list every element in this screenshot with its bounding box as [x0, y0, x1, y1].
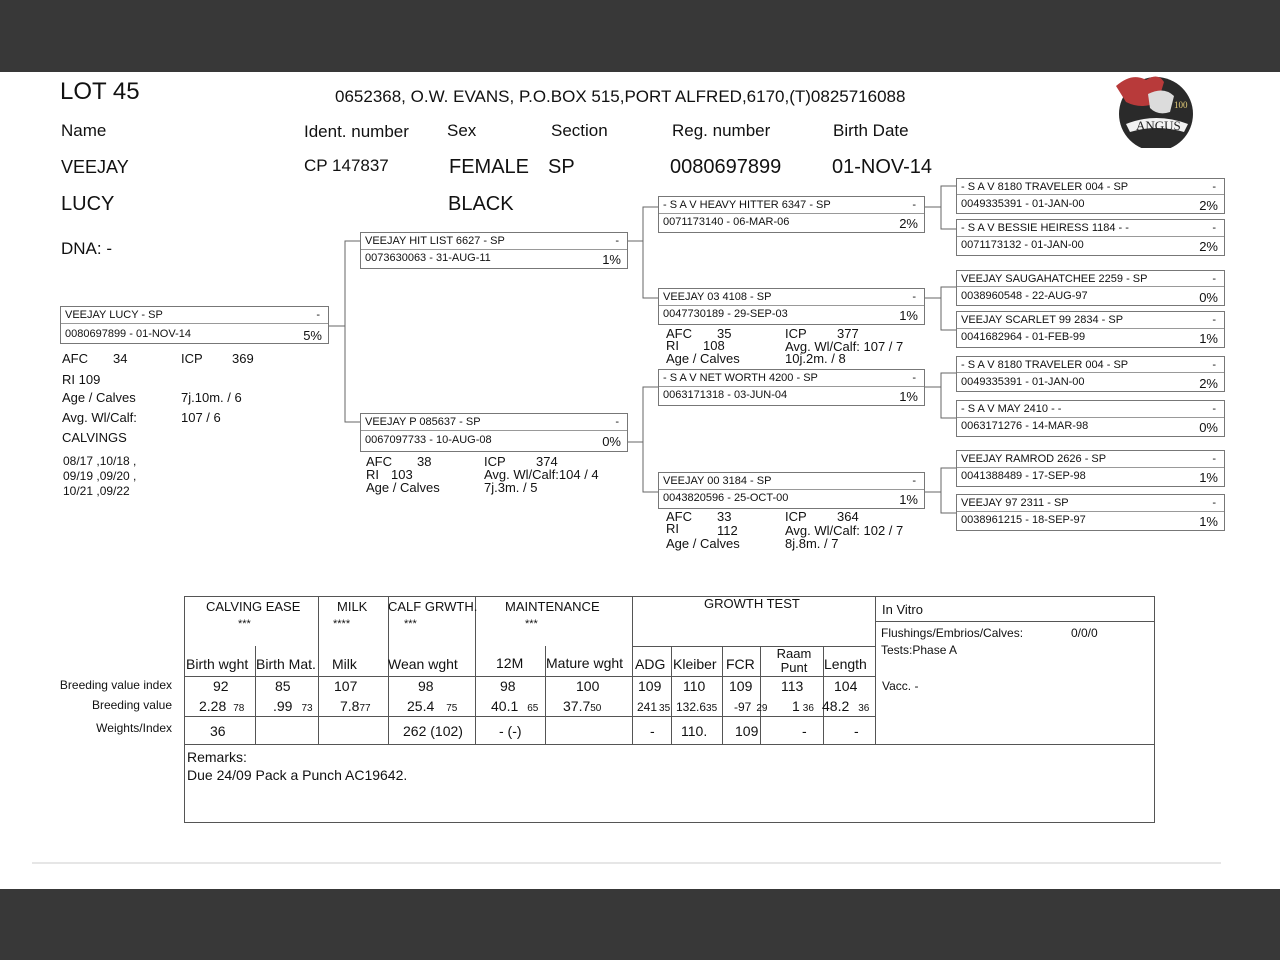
- col-head: Milk: [332, 656, 357, 672]
- ggp-pct: 1%: [1199, 514, 1218, 529]
- dam-pct: 0%: [602, 434, 621, 449]
- gp-icp-label: ICP: [785, 326, 807, 341]
- ggp-pct: 2%: [1199, 376, 1218, 391]
- animal-name-line2: LUCY: [61, 193, 115, 215]
- col-head: Birth wght: [186, 656, 249, 672]
- ggp-pct: 1%: [1199, 331, 1218, 346]
- dam-age: 7j.3m. / 5: [484, 480, 538, 495]
- subject-wi: 107 / 6: [181, 410, 221, 425]
- header-ident: Ident. number: [304, 122, 409, 141]
- gp-afc: 35: [717, 326, 732, 341]
- dam-name: VEEJAY P 085637 - SP: [365, 416, 481, 428]
- index-cell: 110: [683, 678, 706, 694]
- col-head: Birth Mat.: [256, 656, 316, 672]
- great-grandparent-box: [956, 270, 1225, 306]
- flushings-label: Flushings/Embrios/Calves:: [881, 626, 1024, 640]
- ggp-name: - S A V BESSIE HEIRESS 1184 - -: [961, 222, 1129, 234]
- grandparent-box: [658, 196, 925, 233]
- ggp-name: - S A V 8180 TRAVELER 004 - SP: [961, 359, 1129, 371]
- ggp-dash: -: [1212, 453, 1216, 465]
- calvings-line: 10/21 ,09/22: [63, 484, 130, 498]
- ggp-name: - S A V 8180 TRAVELER 004 - SP: [961, 181, 1129, 193]
- ggp-dash: -: [1212, 314, 1216, 326]
- grandparent-name: - S A V HEAVY HITTER 6347 - SP: [663, 199, 831, 211]
- sire-name: VEEJAY HIT LIST 6627 - SP: [365, 235, 505, 247]
- gp-ri: 108: [703, 338, 725, 353]
- value-cell: -97 29: [734, 700, 768, 714]
- grandparent-dash: -: [912, 475, 916, 487]
- grandparent-reg: 0043820596 - 25-OCT-00: [663, 492, 789, 504]
- gp-ri-label: RI: [666, 338, 679, 353]
- subject-reg: 0080697899 - 01-NOV-14: [65, 328, 191, 340]
- col-head: FCR: [726, 656, 755, 672]
- tests-label: Tests:Phase A: [881, 643, 958, 657]
- grandparent-reg: 0047730189 - 29-SEP-03: [663, 308, 788, 320]
- dam-wi: Avg. Wl/Calf:104 / 4: [484, 467, 599, 482]
- weight-cell: -: [854, 723, 859, 739]
- grandparent-dash: -: [912, 199, 916, 211]
- ggp-pct: 2%: [1199, 198, 1218, 213]
- index-cell: 98: [500, 678, 516, 694]
- ggp-dash: -: [1212, 222, 1216, 234]
- animal-section: SP: [548, 156, 575, 178]
- header-reg: Reg. number: [672, 121, 771, 140]
- value-cell: .99 73: [273, 698, 313, 714]
- header-birth: Birth Date: [833, 121, 909, 140]
- subject-dash: -: [316, 309, 320, 321]
- great-grandparent-box: [956, 178, 1225, 214]
- subject-pedigree-box: [60, 306, 329, 344]
- ggp-pct: 2%: [1199, 239, 1218, 254]
- gp-icp: 364: [837, 509, 859, 524]
- great-grandparent-box: [956, 356, 1225, 392]
- ggp-reg: 0049335391 - 01-JAN-00: [961, 198, 1085, 210]
- col-head: Mature wght: [546, 655, 624, 671]
- gp-ri: 112: [717, 523, 738, 538]
- in-vitro-label: In Vitro: [882, 602, 923, 617]
- weight-cell: 36: [210, 723, 226, 739]
- ggp-reg: 0071173132 - 01-JAN-00: [961, 239, 1084, 251]
- gp-afc: 33: [717, 509, 732, 524]
- gp-age: 10j.2m. / 8: [785, 351, 846, 366]
- bottom-dark-bar: [0, 889, 1280, 960]
- value-cell: 48.2 36: [822, 698, 870, 714]
- weight-cell: -: [650, 723, 655, 739]
- header-name: Name: [61, 121, 107, 140]
- grandparent-name: VEEJAY 00 3184 - SP: [663, 475, 772, 487]
- subject-ri: RI 109: [62, 372, 101, 387]
- group-calf-growth: CALF GRWTH.: [388, 599, 478, 614]
- ggp-dash: -: [1212, 273, 1216, 285]
- grandparent-name: - S A V NET WORTH 4200 - SP: [663, 372, 818, 384]
- col-head: ADG: [635, 656, 666, 672]
- dam-age-label: Age / Calves: [366, 480, 440, 495]
- logo-text: ANGUS: [1136, 118, 1181, 133]
- dam-ri-label: RI: [366, 467, 379, 482]
- ggp-dash: -: [1212, 181, 1216, 193]
- subject-afc-label: AFC: [62, 351, 88, 366]
- subject-wi-label: Avg. Wl/Calf:: [62, 410, 137, 425]
- stars-calving: ***: [238, 618, 251, 630]
- gp-wi: Avg. Wl/Calf: 102 / 7: [785, 523, 904, 538]
- col-head: Wean wght: [388, 656, 458, 672]
- great-grandparent-box: [956, 311, 1225, 348]
- value-cell: 7.877: [340, 698, 371, 714]
- index-cell: 100: [576, 678, 600, 694]
- subject-icp: 369: [232, 351, 254, 366]
- group-calving-ease: CALVING EASE: [206, 599, 301, 614]
- grandparent-box: [658, 288, 925, 325]
- grandparent-box: [658, 472, 925, 509]
- ggp-name: VEEJAY 97 2311 - SP: [961, 497, 1069, 509]
- index-cell: 85: [275, 678, 291, 694]
- col-head: 12M: [496, 655, 524, 671]
- svg-text:100: 100: [1174, 100, 1188, 110]
- ggp-pct: 0%: [1199, 290, 1218, 305]
- header-section: Section: [551, 121, 608, 140]
- index-cell: 107: [334, 678, 358, 694]
- grandparent-pct: 1%: [899, 492, 918, 507]
- index-cell: 98: [418, 678, 434, 694]
- flushings-value: 0/0/0: [1071, 626, 1098, 640]
- grandparent-box: [658, 369, 925, 406]
- ggp-name: VEEJAY RAMROD 2626 - SP: [961, 453, 1107, 465]
- grandparent-pct: 1%: [899, 389, 918, 404]
- weight-cell: 110.: [681, 723, 708, 739]
- ggp-dash: -: [1212, 403, 1216, 415]
- great-grandparent-box: [956, 450, 1225, 487]
- stars-calf-growth: ***: [404, 618, 417, 630]
- great-grandparent-box: [956, 400, 1225, 437]
- ggp-name: - S A V MAY 2410 - -: [961, 403, 1062, 415]
- subject-age-label: Age / Calves: [62, 390, 136, 405]
- gp-icp: 377: [837, 326, 859, 341]
- weight-cell: 262 (102): [403, 723, 463, 739]
- top-dark-bar: [0, 0, 1280, 72]
- remarks-text: Due 24/09 Pack a Punch AC19642.: [187, 767, 408, 783]
- group-milk: MILK: [337, 599, 368, 614]
- value-cell: 1 36: [792, 698, 814, 714]
- gp-afc-label: AFC: [666, 509, 692, 524]
- sire-pct: 1%: [602, 252, 621, 267]
- dam-reg: 0067097733 - 10-AUG-08: [365, 434, 492, 446]
- subject-afc: 34: [113, 351, 128, 366]
- ggp-reg: 0041388489 - 17-SEP-98: [961, 470, 1086, 482]
- sire-box: [360, 232, 628, 269]
- col-head: Raam Punt: [776, 646, 812, 675]
- animal-name-line1: VEEJAY: [61, 157, 129, 177]
- value-cell: 241 35: [637, 700, 671, 714]
- index-cell: 109: [729, 678, 753, 694]
- dna-status: DNA: -: [61, 239, 112, 258]
- ggp-reg: 0041682964 - 01-FEB-99: [961, 331, 1086, 343]
- subject-icp-label: ICP: [181, 351, 203, 366]
- col-head: Length: [824, 656, 867, 672]
- index-cell: 104: [834, 678, 858, 694]
- sire-reg: 0073630063 - 31-AUG-11: [365, 252, 491, 264]
- row-label-weights: Weights/Index: [96, 721, 172, 735]
- ggp-reg: 0049335391 - 01-JAN-00: [961, 376, 1085, 388]
- remarks-label: Remarks:: [187, 749, 247, 765]
- great-grandparent-box: [956, 219, 1225, 256]
- ggp-pct: 1%: [1199, 470, 1218, 485]
- ggp-reg: 0038961215 - 18-SEP-97: [961, 514, 1086, 526]
- header-sex: Sex: [447, 121, 477, 140]
- grandparent-name: VEEJAY 03 4108 - SP: [663, 291, 772, 303]
- ggp-reg: 0038960548 - 22-AUG-97: [961, 290, 1088, 302]
- calvings-label: CALVINGS: [62, 430, 127, 445]
- great-grandparent-box: [956, 494, 1225, 531]
- subject-age: 7j.10m. / 6: [181, 390, 242, 405]
- calvings-line: 08/17 ,10/18 ,: [63, 454, 137, 468]
- weight-cell: -: [802, 723, 807, 739]
- lot-number: LOT 45: [60, 78, 140, 105]
- dam-ri: 103: [391, 467, 413, 482]
- dam-afc-label: AFC: [366, 454, 392, 469]
- remarks-divider: [184, 744, 1155, 745]
- index-cell: 109: [638, 678, 662, 694]
- vacc-label: Vacc. -: [882, 679, 919, 693]
- dam-dash: -: [615, 416, 619, 428]
- pedigree-sheet: [0, 72, 1280, 889]
- grandparent-reg: 0071173140 - 06-MAR-06: [663, 216, 790, 228]
- weight-cell: - (-): [499, 723, 522, 739]
- animal-ident: CP 147837: [304, 156, 389, 175]
- sire-dash: -: [615, 235, 619, 247]
- calvings-line: 09/19 ,09/20 ,: [63, 469, 137, 483]
- group-growth-test: GROWTH TEST: [704, 596, 800, 611]
- ggp-name: VEEJAY SCARLET 99 2834 - SP: [961, 314, 1124, 326]
- weight-cell: 109: [735, 723, 759, 739]
- grandparent-pct: 1%: [899, 308, 918, 323]
- gp-afc-label: AFC: [666, 326, 692, 341]
- gp-age: 8j.8m. / 7: [785, 536, 839, 551]
- ggp-reg: 0063171276 - 14-MAR-98: [961, 420, 1089, 432]
- ggp-pct: 0%: [1199, 420, 1218, 435]
- index-cell: 113: [781, 678, 804, 694]
- col-head: Kleiber: [673, 656, 717, 672]
- value-cell: 132.635: [676, 700, 718, 714]
- subject-name: VEEJAY LUCY - SP: [65, 309, 163, 321]
- row-label-index: Breeding value index: [59, 678, 172, 692]
- animal-birth: 01-NOV-14: [832, 156, 933, 178]
- dam-icp: 374: [536, 454, 558, 469]
- stars-milk: ****: [333, 618, 351, 630]
- subject-pct: 5%: [303, 328, 322, 343]
- value-cell: 2.28 78: [199, 698, 245, 714]
- ggp-dash: -: [1212, 497, 1216, 509]
- dam-box: [360, 413, 628, 452]
- ggp-dash: -: [1212, 359, 1216, 371]
- index-cell: 92: [213, 678, 229, 694]
- angus-logo: [1112, 72, 1198, 148]
- animal-sex: FEMALE: [449, 156, 530, 178]
- group-maintenance: MAINTENANCE: [505, 599, 600, 614]
- grandparent-dash: -: [912, 291, 916, 303]
- gp-wi: Avg. Wl/Calf: 107 / 7: [785, 339, 904, 354]
- grandparent-reg: 0063171318 - 03-JUN-04: [663, 389, 788, 401]
- value-cell: 37.750: [563, 698, 602, 714]
- animal-reg: 0080697899: [670, 156, 782, 178]
- row-label-value: Breeding value: [91, 698, 172, 712]
- stars-maintenance: ***: [525, 618, 538, 630]
- dam-afc: 38: [417, 454, 432, 469]
- value-cell: 40.1 65: [491, 698, 539, 714]
- animal-color: BLACK: [448, 193, 514, 215]
- gp-ri-label: RI: [666, 521, 679, 536]
- grandparent-pct: 2%: [899, 216, 918, 231]
- gp-age-label: Age / Calves: [666, 536, 740, 551]
- ggp-name: VEEJAY SAUGAHATCHEE 2259 - SP: [961, 273, 1148, 285]
- grandparent-dash: -: [912, 372, 916, 384]
- value-cell: 25.4 75: [407, 698, 458, 714]
- gp-age-label: Age / Calves: [666, 351, 740, 366]
- breeder-info: 0652368, O.W. EVANS, P.O.BOX 515,PORT ALFRED,6170,(T)0825716088: [335, 87, 906, 106]
- dam-icp-label: ICP: [484, 454, 506, 469]
- gp-icp-label: ICP: [785, 509, 807, 524]
